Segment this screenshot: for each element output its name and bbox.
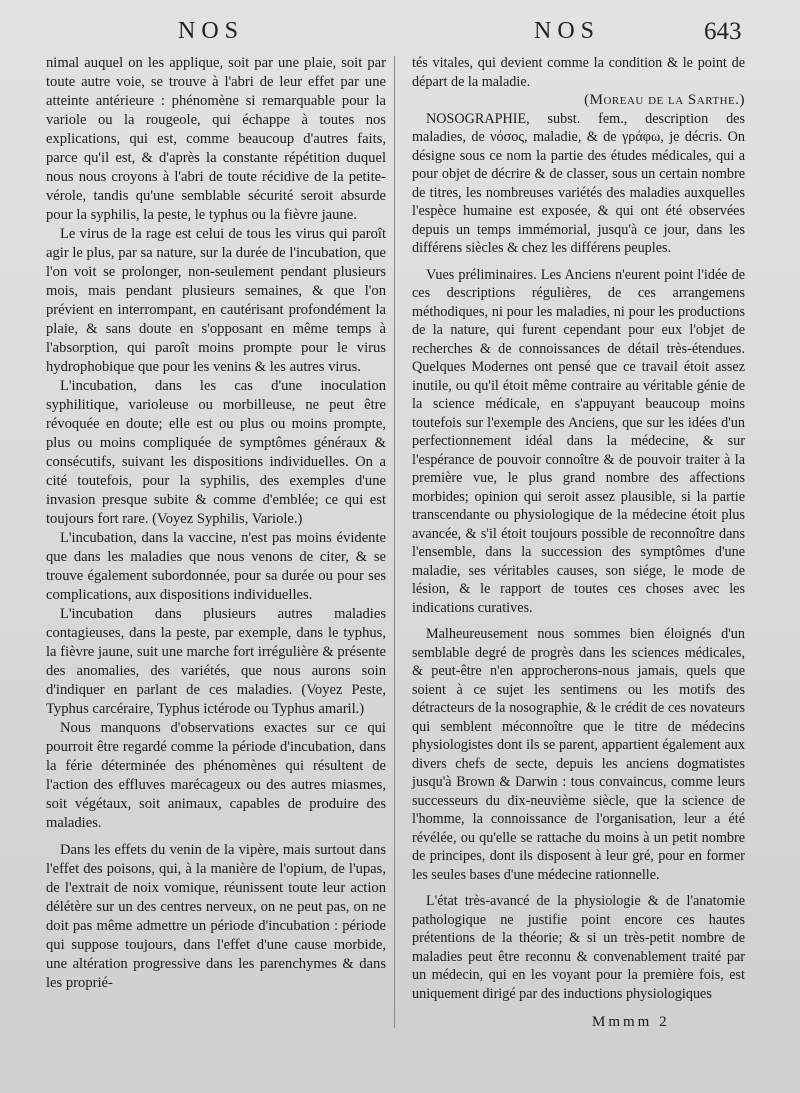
paragraph: Dans les effets du venin de la vipère, mais surtout dans l'effet des poisons, qui, à la manière de l'opium, de l'upas, de l'extrait de noix vomique, réunissent toute leur action délétère sur un des centres nerveux, on ne peut pas, on ne doit pas même admettre un période d'incubation : période qui suppose toujours, dans l'effet d'une cause morbide, une altération progressive dans les parenchymes & dans les proprié- [46, 842, 386, 991]
paragraph: L'incubation, dans les cas d'une inoculation syphilitique, varioleuse ou morbilleuse, ne peut être révoquée en doute; elle est ou plus ou moins prompte, plus ou moins compliquée de symptômes généraux & consécutifs, suivant les dispositions individuelles. On a cité toutefois, pour la syphilis, des exemples d'une invasion presque subite & comme d'emblée; ce qui est toujours fort rare. (Voyez Syphilis, Variole.) [46, 378, 386, 527]
signature-mark: Mmmm 2 [592, 1014, 670, 1030]
paragraph: L'incubation, dans la vaccine, n'est pas moins évidente que dans les maladies que nous venons de citer, & se trouve également subordonnée, pour sa durée ou pour ses complications, aux dispositions individuelles. [46, 530, 386, 603]
paragraph: NOSOGRAPHIE, subst. fem., description des maladies, de νόσος, maladie, & de γράφω, je décris. On désigne sous ce nom la partie des études médicales, qui a pour objet de décrire & de classer, sous un certain nombre de titres, les nombreuses variétés des maladies auxquelles l'espèce humaine est exposée, & qui ont été observées depuis un temps immémorial, jusqu'à ce jour, dans les différens siècles & chez les différens peuples. [412, 110, 745, 256]
paragraph: nimal auquel on les applique, soit par une plaie, soit par toute autre voie, se trouve à l'abri de leur effet par une atteinte antérieure : phénomène si remarquable pour la variole ou la rougeole, qui échappe à toutes nos explications, qui est, comme beaucoup d'autres faits, parce qu'il est, & d'après la constante répétition duquel nous nous croyons à l'abri de toute récidive de la petite-vérole, tandis qu'une semblable sécurité seroit absurde pour la syphilis, la peste, le typhus ou la fièvre jaune. [46, 55, 386, 223]
right-column [412, 54, 745, 1003]
paragraph: tés vitales, qui devient comme la condition & le point de départ de la maladie. [412, 55, 745, 90]
page-number: 643 [704, 18, 742, 45]
author-signature: (Moreau de la Sarthe.) [584, 92, 745, 108]
paragraph: Malheureusement nous sommes bien éloignés d'un semblable degré de progrès dans les sciences médicales, & peut-être n'en approcherons-nous jamais, quels que soient à ce sujet les sentimens ou les motifs des détracteurs de la nosographie, & le crédit de ces novateurs qui semblent méconnoître que le titre de médecins physiologistes dont ils se parent, appartient également aux divers chefs de secte, depuis les anciens dogmatistes jusqu'à Brown & Darwin : tous convaincus, comme leurs successeurs du dix-neuvième siècle, que la science de l'homme, la connoissance de l'organisation, leur a été révélée, ou qu'elle se rattache du moins à un petit nombre de principes, dont ils disposent à leur gré, pour en former les seules bases d'une médecine rationnelle. [412, 626, 745, 883]
paragraph: Vues préliminaires. Les Anciens n'eurent point l'idée de ces descriptions régulières, de ces arrangemens méthodiques, ni pour les maladies, ni pour les productions de la nature, qui furent cependant pour eux l'objet de recherches & de connoissances de détail très-étendues. Quelques Modernes ont pensé que ce travail étoit assez inutile, ou qu'il étoit même contraire au véritable génie de la science médicale, en s'appuyant beaucoup moins toutefois sur l'exemple des Anciens, que sur les idées d'un perfectionnement idéal dans la médecine, & sur l'espérance de pouvoir connoître & de pouvoir traiter à la première vue, le plus grand nombre des affections morbides; opinion qui seroit assez plausible, si la partie transcendante ou physiologique de la médecine étoit plus avancée, & s'il étoit toujours possible de reconnoître dans l'ensemble, dans la succession des symptômes d'une maladie, ses véritables causes, son siége, le mode de lésion, & le rapport de toutes ces choses avec les indications curatives. [412, 266, 745, 616]
left-column [46, 54, 386, 993]
paragraph: L'état très-avancé de la physiologie & de l'anatomie pathologique ne justifie point encore ces hautes prétentions de la théorie; & si un très-petit nombre de maladies peut être reconnu & convenablement traité par un médecin, qui en les voyant pour la première fois, est uniquement dirigé par des inductions physiologiques [412, 893, 745, 1002]
paragraph: Nous manquons d'observations exactes sur ce qui pourroit être regardé comme la période d'incubation, dans la férie déterminée des phénomènes qui résultent de l'action des effluves marécageux ou des autres miasmes, soit végétaux, soit animaux, capables de produire des maladies. [46, 720, 386, 831]
column-divider [394, 56, 395, 1028]
paragraph: Le virus de la rage est celui de tous les virus qui paroît agir le plus, par sa nature, sur la durée de l'incubation, que l'on voit se prolonger, non-seulement pendant plusieurs mois, mais pendant plusieurs semaines, & que l'on prévient en interrompant, en cautérisant profondément la plaie, & sans doute en s'opposant en même temps à l'absorption, qui paroît moins prompte pour le virus hydrophobique que pour les venins & les autres virus. [46, 226, 386, 375]
header-center-word: NOS [534, 18, 601, 44]
header-left-word: NOS [178, 18, 245, 44]
paragraph: L'incubation dans plusieurs autres maladies contagieuses, dans la peste, par exemple, dans le typhus, la fièvre jaune, suit une marche fort irrégulière & présente des anomalies, des variétés, que nous aurons soin d'indiquer en parlant de ces maladies. (Voyez Peste, Typhus carcéraire, Typhus ictérode ou Typhus amaril.) [46, 606, 386, 717]
running-header [0, 18, 800, 52]
